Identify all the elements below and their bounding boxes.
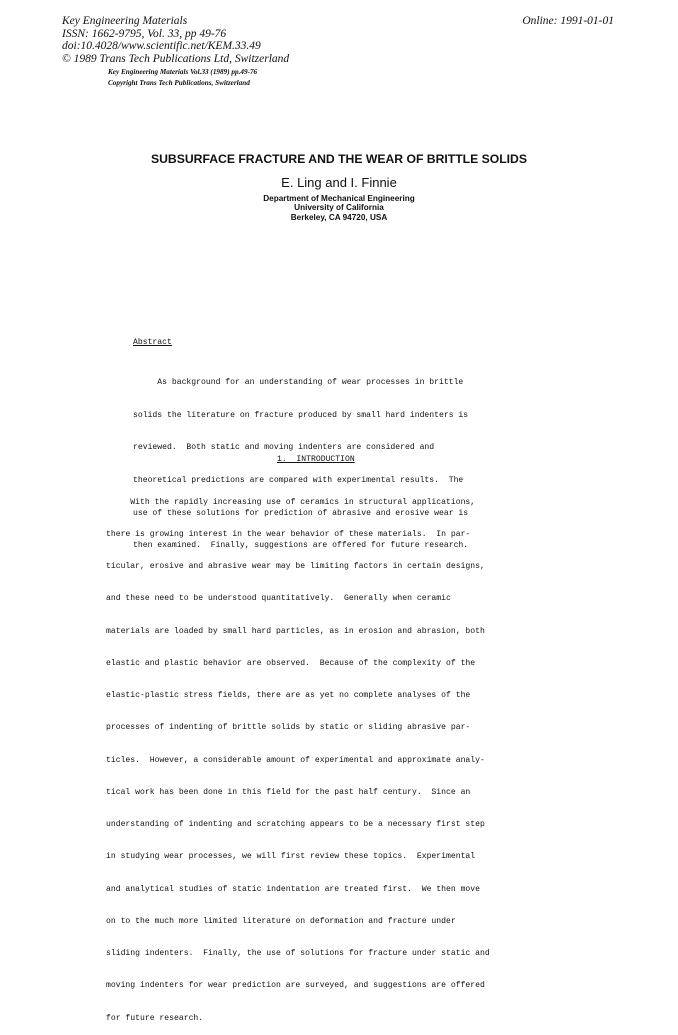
copyright-line: © 1989 Trans Tech Publications Ltd, Switzerland	[62, 52, 290, 65]
stamp-line: Copyright Trans Tech Publications, Switzerland	[108, 78, 250, 87]
intro-line: materials are loaded by small hard particles, as in erosion and abrasion, both	[106, 626, 485, 636]
journal-name: Key Engineering Materials	[62, 15, 188, 27]
abstract-line: reviewed. Both static and moving indenters are considered and	[133, 443, 435, 453]
stamp-line: Key Engineering Materials Vol.33 (1989) pp.49-76	[108, 68, 258, 76]
intro-line: there is growing interest in the wear behavior of these materials. In par-	[106, 529, 471, 539]
paper-title: SUBSURFACE FRACTURE AND THE WEAR OF BRITTLE SOLIDS	[150, 152, 527, 166]
intro-line: for future research.	[106, 1013, 204, 1023]
abstract-line: then examined. Finally, suggestions are offered for future research.	[133, 541, 469, 551]
intro-line: elastic-plastic stress fields, there are as yet no complete analyses of the	[106, 691, 471, 700]
intro-line: processes of indenting of brittle solids by static or sliding abrasive par-	[106, 723, 471, 733]
affiliation-line: Department of Mechanical Engineering	[263, 194, 415, 203]
intro-line: and analytical studies of static indentation are treated first. We then move	[106, 884, 480, 894]
intro-line: on to the much more limited literature on deformation and fracture under	[106, 916, 456, 926]
intro-line: moving indenters for wear prediction are surveyed, and suggestions are offered	[106, 981, 485, 991]
intro-line: ticular, erosive and abrasive wear may be limiting factors in certain designs,	[106, 562, 485, 571]
introduction-heading: 1. INTRODUCTION	[277, 455, 355, 464]
intro-line: understanding of indenting and scratching appears to be a necessary first step	[106, 820, 485, 829]
affiliation-line: University of California	[294, 203, 384, 213]
paper-authors: E. Ling and I. Finnie	[281, 175, 397, 190]
intro-line: in studying wear processes, we will first review these topics. Experimental	[106, 852, 476, 862]
intro-line: sliding indenters. Finally, the use of solutions for fracture under static and	[106, 949, 490, 958]
intro-line: ticles. However, a considerable amount of experimental and approximate analy-	[106, 755, 485, 765]
abstract-line: solids the literature on fracture produced by small hard indenters is	[133, 410, 469, 420]
abstract-line: use of these solutions for prediction of abrasive and erosive wear is	[133, 508, 469, 518]
doi-line: doi:10.4028/www.scientific.net/KEM.33.49	[62, 40, 261, 53]
abstract-heading: Abstract	[133, 338, 172, 347]
issn-line: ISSN: 1662-9795, Vol. 33, pp 49-76	[62, 27, 227, 40]
intro-line: With the rapidly increasing use of ceramics in structural applications,	[106, 497, 476, 507]
print-stamp	[108, 67, 257, 88]
abstract-line: As background for an understanding of wear processes in brittle	[133, 377, 464, 387]
introduction-body	[106, 476, 490, 1035]
intro-line: and these need to be understood quantitatively. Generally when ceramic	[106, 594, 451, 604]
affiliation-line: Berkeley, CA 94720, USA	[290, 212, 388, 222]
affiliation	[0, 194, 678, 222]
abstract-line: theoretical predictions are compared with experimental results. The	[133, 475, 464, 485]
intro-line: elastic and plastic behavior are observed. Because of the complexity of the	[106, 658, 476, 668]
journal-meta	[62, 15, 289, 65]
intro-line: tical work has been done in this field for the past half century. Since an	[106, 787, 471, 797]
online-date: Online: 1991-01-01	[522, 15, 614, 27]
